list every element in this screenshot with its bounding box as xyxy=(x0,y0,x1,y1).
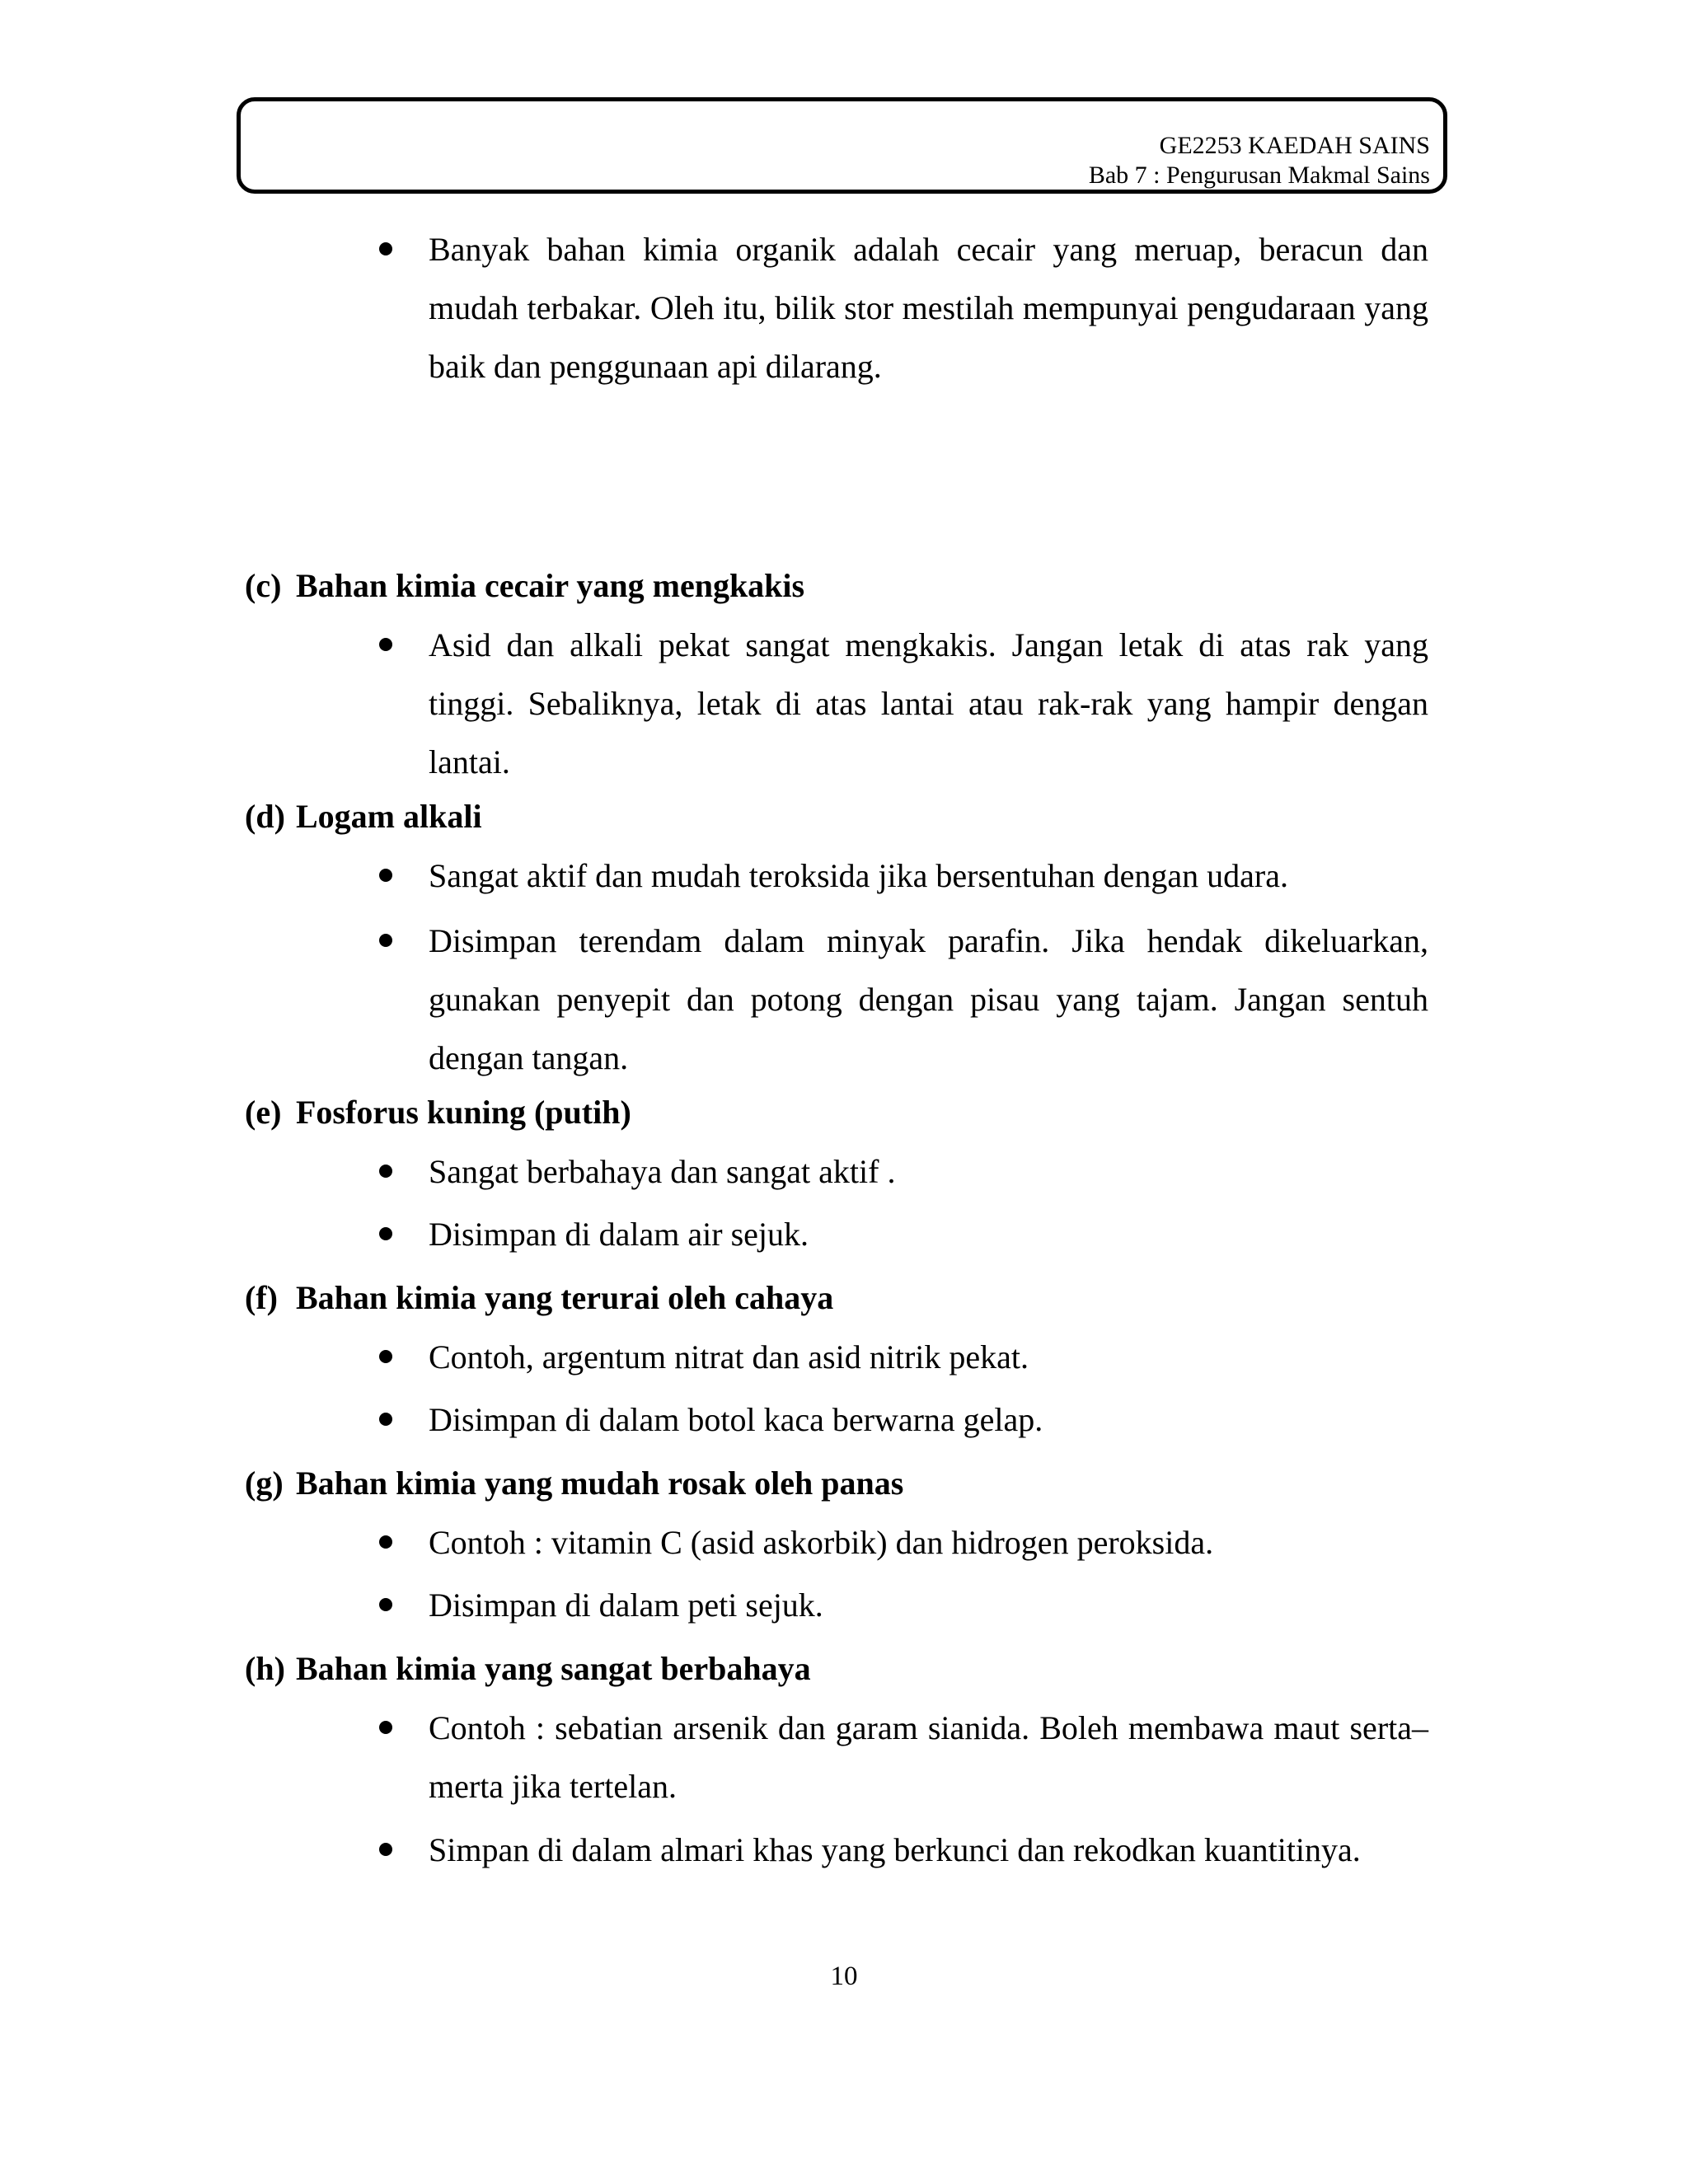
bullet-icon xyxy=(379,1843,392,1856)
section-title: Bahan kimia yang mudah rosak oleh panas xyxy=(296,1465,904,1502)
bullet-icon xyxy=(379,1413,392,1426)
list-item-text: Sangat berbahaya dan sangat aktif . xyxy=(429,1153,896,1190)
section-title: Bahan kimia yang terurai oleh cahaya xyxy=(296,1279,834,1316)
list-item xyxy=(379,912,1428,1087)
section-letter: (h) xyxy=(245,1650,285,1687)
bullet-icon xyxy=(379,1721,392,1734)
section-heading-h xyxy=(245,1648,811,1690)
bullet-icon xyxy=(379,1598,392,1611)
course-code: GE2253 KAEDAH SAINS xyxy=(1159,132,1430,159)
list-item xyxy=(379,1513,1428,1572)
list-item xyxy=(379,1821,1428,1879)
list-item xyxy=(379,1390,1428,1449)
section-letter: (d) xyxy=(245,798,285,835)
section-title: Logam alkali xyxy=(296,798,482,835)
list-item-text: Sangat aktif dan mudah teroksida jika bersentuhan dengan udara. xyxy=(429,857,1288,894)
list-item-text: Disimpan di dalam air sejuk. xyxy=(429,1216,809,1253)
list-item xyxy=(379,1142,1428,1201)
list-item-text: Contoh, argentum nitrat dan asid nitrik pekat. xyxy=(429,1338,1029,1376)
bullet-icon xyxy=(379,1165,392,1178)
section-letter: (c) xyxy=(245,567,282,604)
list-item xyxy=(379,846,1428,905)
section-heading-f xyxy=(245,1277,833,1319)
section-letter: (e) xyxy=(245,1094,282,1131)
list-item xyxy=(379,1328,1428,1386)
bullet-icon xyxy=(379,934,392,947)
section-heading-d xyxy=(245,796,482,837)
section-letter: (g) xyxy=(245,1465,284,1502)
list-item xyxy=(379,1699,1428,1816)
list-item-text: Disimpan di dalam botol kaca berwarna gelap. xyxy=(429,1401,1043,1438)
bullet-icon xyxy=(379,869,392,882)
page-number: 10 xyxy=(830,1961,858,1991)
list-item-text: Contoh : vitamin C (asid askorbik) dan hidrogen peroksida. xyxy=(429,1524,1214,1561)
section-title: Bahan kimia cecair yang mengkakis xyxy=(296,567,805,604)
section-title: Bahan kimia yang sangat berbahaya xyxy=(296,1650,811,1687)
bullet-icon xyxy=(379,242,392,255)
list-item xyxy=(379,616,1428,791)
list-item xyxy=(379,1205,1428,1263)
chapter-title: Bab 7 : Pengurusan Makmal Sains xyxy=(1088,162,1430,189)
section-heading-c xyxy=(245,565,804,607)
list-item xyxy=(379,220,1428,396)
list-item xyxy=(379,1576,1428,1634)
list-item-text: Simpan di dalam almari khas yang berkunci dan rekodkan kuantitinya. xyxy=(429,1831,1361,1868)
bullet-icon xyxy=(379,1535,392,1549)
list-item-text: Asid dan alkali pekat sangat mengkakis. Jangan letak di atas rak yang tinggi. Sebaliknya, letak di atas lantai atau rak-rak yang hampir dengan lantai. xyxy=(429,626,1428,780)
list-item-text: Contoh : sebatian arsenik dan garam sianida. Boleh membawa maut serta– merta jika tertelan. xyxy=(429,1709,1428,1805)
section-letter: (f) xyxy=(245,1279,278,1316)
section-title: Fosforus kuning (putih) xyxy=(296,1094,631,1131)
bullet-icon xyxy=(379,1350,392,1363)
list-item-text: Disimpan terendam dalam minyak parafin. Jika hendak dikeluarkan, gunakan penyepit dan potong dengan pisau yang tajam. Jangan sentuh dengan tangan. xyxy=(429,922,1428,1076)
section-heading-e xyxy=(245,1092,631,1133)
bullet-icon xyxy=(379,638,392,651)
section-heading-g xyxy=(245,1463,903,1504)
list-item-text: Banyak bahan kimia organik adalah cecair yang meruap, beracun dan mudah terbakar. Oleh itu, bilik stor mestilah mempunyai pengudaraan yang baik dan penggunaan api dilarang. xyxy=(429,231,1428,385)
bullet-icon xyxy=(379,1227,392,1240)
page-header-box xyxy=(237,97,1447,194)
list-item-text: Disimpan di dalam peti sejuk. xyxy=(429,1586,823,1624)
